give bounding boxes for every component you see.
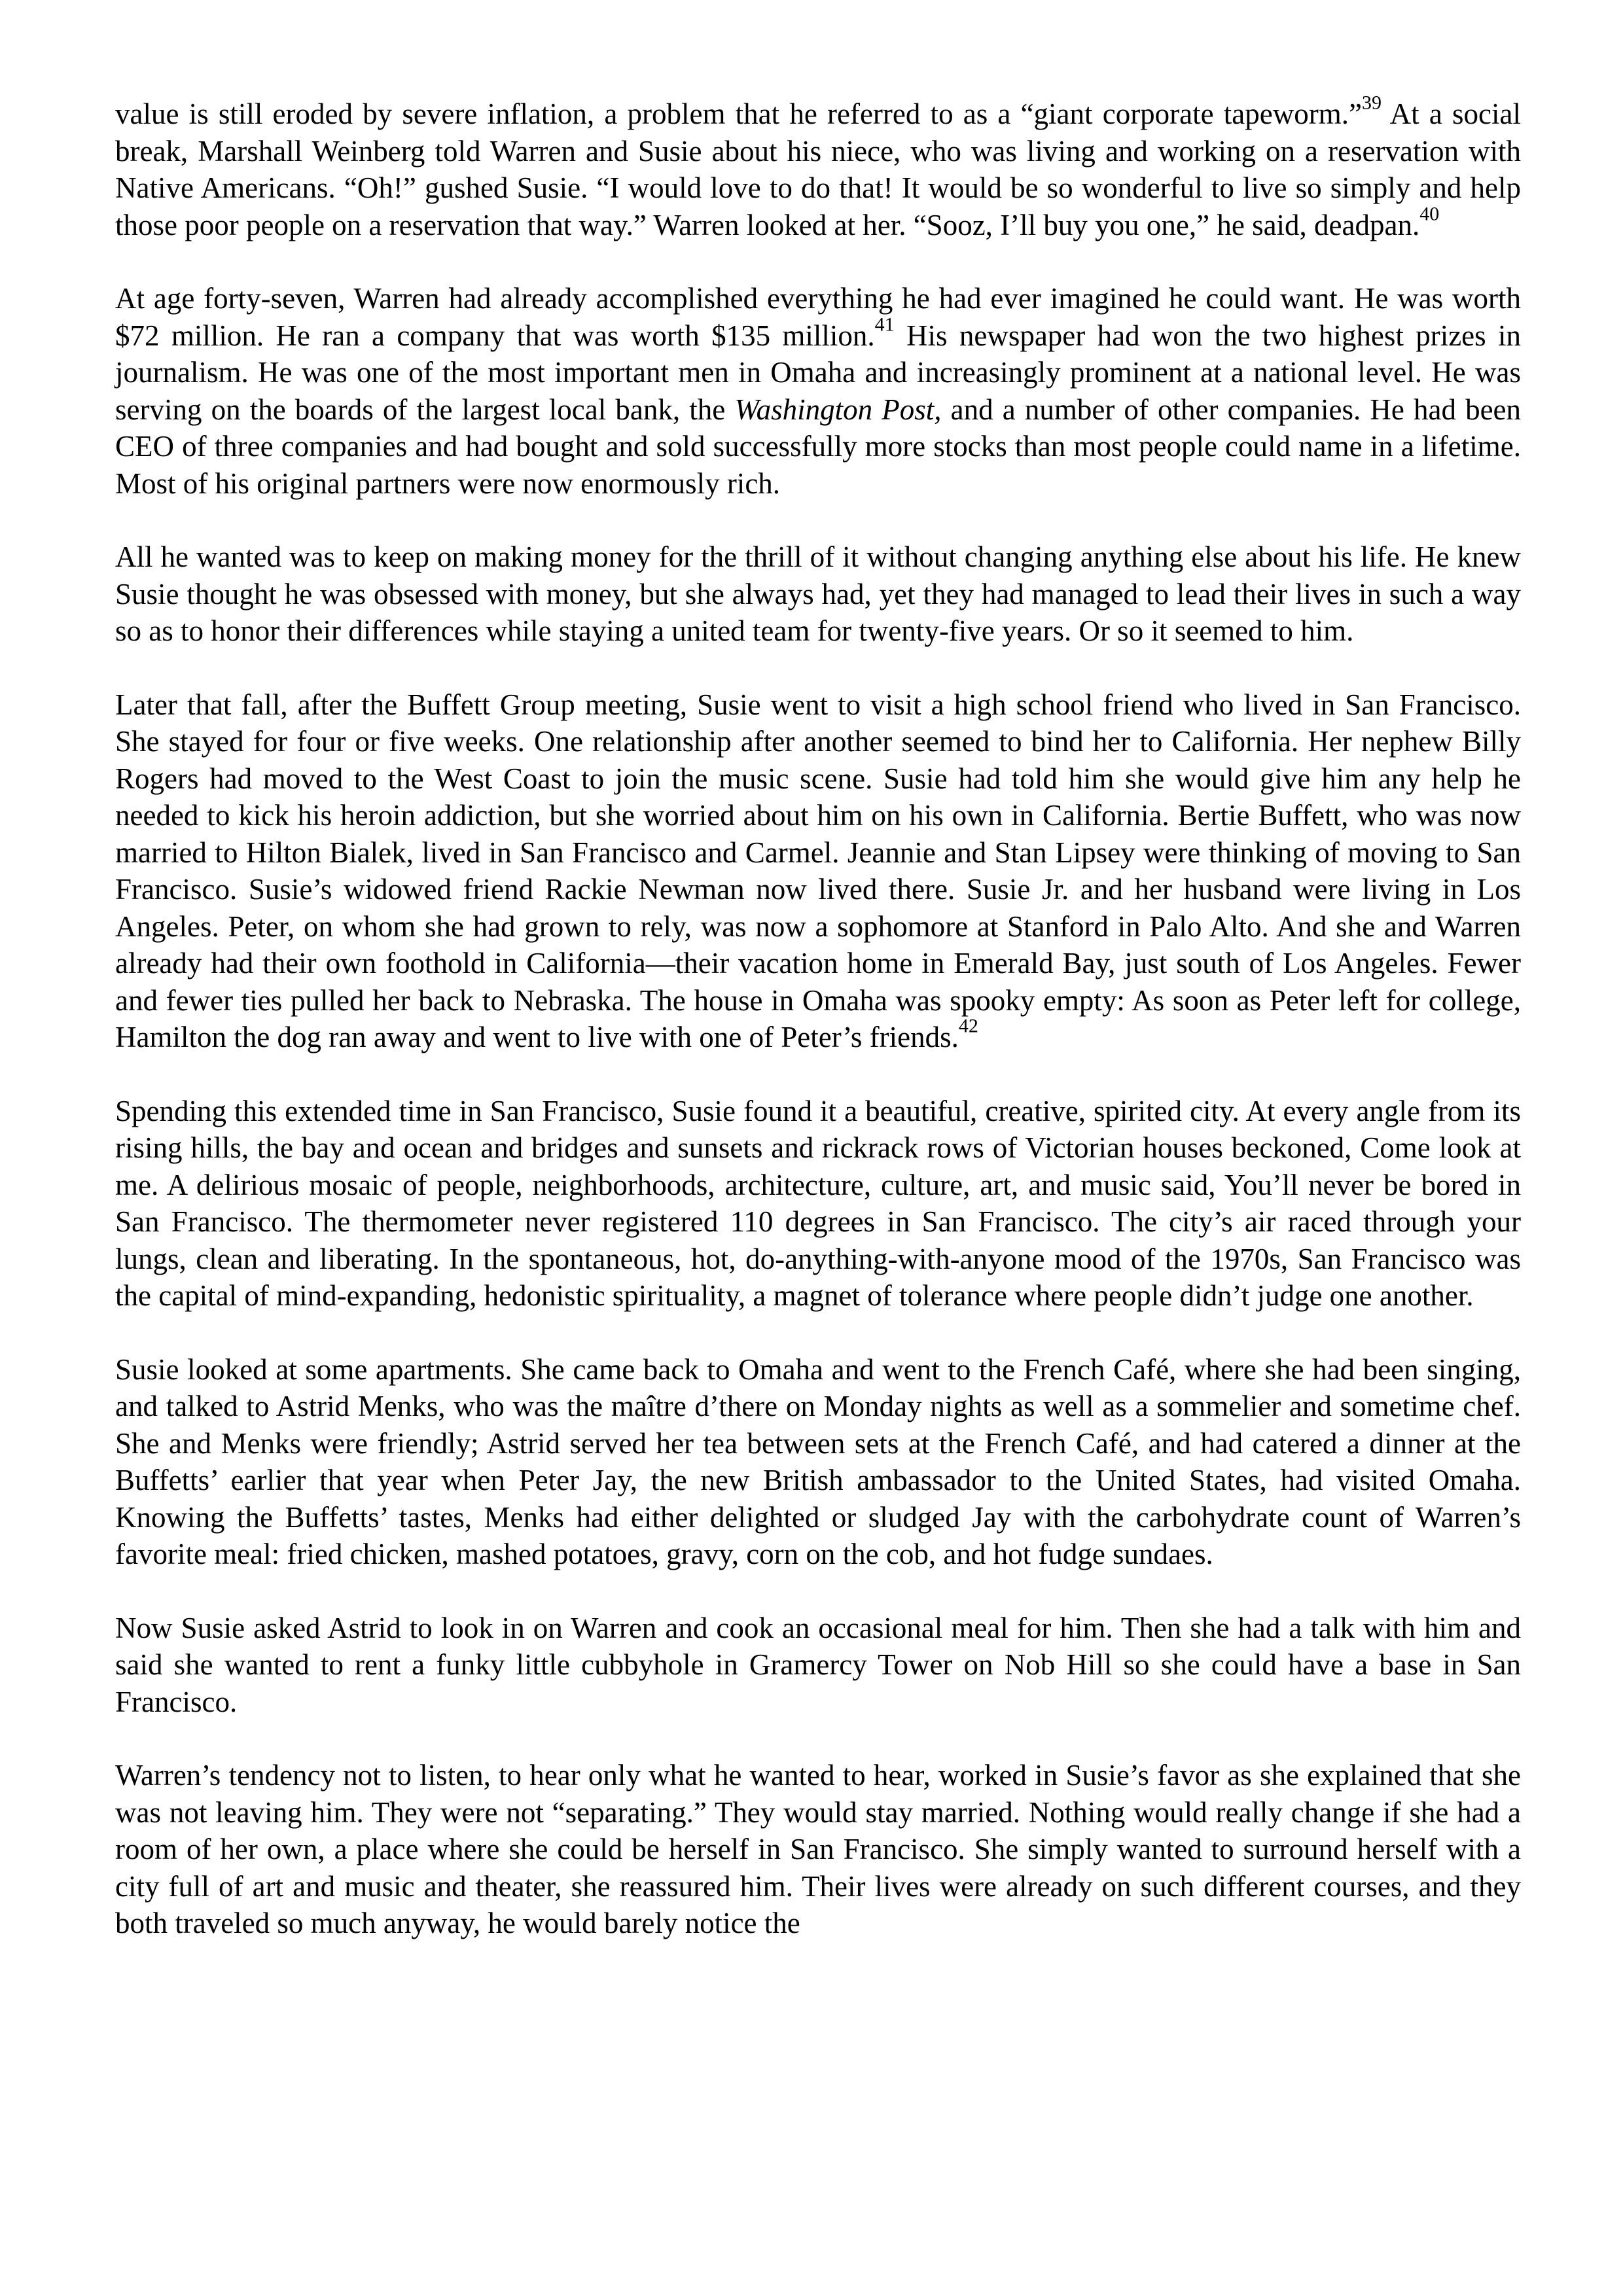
paragraph-text: At age forty-seven, Warren had already accomplished everything he had ever imagined he could want. He was worth $72 million. He ran a company that was worth $135 million. xyxy=(115,282,1521,352)
paragraph xyxy=(115,1757,1521,1942)
paragraph xyxy=(115,1351,1521,1573)
paragraph-text: At a social break, Marshall Weinberg told Warren and Susie about his niece, who was living and working on a reservation with Native Americans. “Oh!” gushed Susie. “I would love to do that! It would be so wonderful to live so simply and help those poor people on a reservation that way.” Warren looked at her. “Sooz, I’ll buy you one,” he said, deadpan. xyxy=(115,97,1521,241)
paragraph-text: Warren’s tendency not to listen, to hear only what he wanted to hear, worked in Susie’s favor as she explained that she was not leaving him. They were not “separating.” They would stay married. Nothing would really change if she had a room of her own, a place where she could be herself in San Francisco. She simply wanted to surround herself with a city full of art and music and theater, she reassured him. Their lives were already on such different courses, and they both traveled so much anyway, he would barely notice the xyxy=(115,1759,1521,1939)
paragraph xyxy=(115,539,1521,650)
paragraph xyxy=(115,280,1521,502)
paragraph xyxy=(115,686,1521,1056)
paragraph-text: and a number of other companies. He had been CEO of three companies and had bought and sold successfully more stocks than most people could name in a lifetime. Most of his original partners were now enormously rich. xyxy=(115,393,1522,500)
footnote-ref[interactable]: 41 xyxy=(874,313,895,335)
footnote-ref[interactable]: 42 xyxy=(958,1015,978,1037)
footnote-ref[interactable]: 40 xyxy=(1419,203,1440,224)
paragraph-text: Susie looked at some apartments. She came back to Omaha and went to the French Café, where she had been singing, and talked to Astrid Menks, who was the maître d’there on Monday nights as well as a sommelier and sometime chef. She and Menks were friendly; Astrid served her tea between sets at the French Café, and had catered a dinner at the Buffetts’ earlier that year when Peter Jay, the new British ambassador to the United States, had visited Omaha. Knowing the Buffetts’ tastes, Menks had either delighted or sludged Jay with the carbohydrate count of Warren’s favorite meal: fried chicken, mashed potatoes, gravy, corn on the cob, and hot fudge sundaes. xyxy=(115,1352,1521,1570)
document-page xyxy=(115,92,1522,1942)
paragraph-text: Now Susie asked Astrid to look in on Warren and cook an occasional meal for him. Then she had a talk with him and said she wanted to rent a funky little cubbyhole in Gramercy Tower on Nob Hill so she could have a base in San Francisco. xyxy=(115,1611,1521,1718)
publication-title: Washington Post, xyxy=(734,393,942,426)
paragraph-text: Spending this extended time in San Francisco, Susie found it a beautiful, creative, spirited city. At every angle from its rising hills, the bay and ocean and bridges and sunsets and rickrack rows of Victorian houses beckoned, Come look at me. A delirious mosaic of people, neighborhoods, architecture, culture, art, and music said, You’ll never be bored in San Francisco. The thermometer never registered 110 degrees in San Francisco. The city’s air raced through your lungs, clean and liberating. In the spontaneous, hot, do-anything-with-anyone mood of the 1970s, San Francisco was the capital of mind-expanding, hedonistic spirituality, a magnet of tolerance where people didn’t judge one another. xyxy=(115,1094,1521,1312)
footnote-ref[interactable]: 39 xyxy=(1361,92,1382,114)
paragraph-text: Later that fall, after the Buffett Group meeting, Susie went to visit a high school friend who lived in San Francisco. She stayed for four or five weeks. One relationship after another seemed to bind her to California. Her nephew Billy Rogers had moved to the West Coast to join the music scene. Susie had told him she would give him any help he needed to kick his heroin addiction, but she worried about him on his own in California. Bertie Buffett, who was now married to Hilton Bialek, lived in San Francisco and Carmel. Jeannie and Stan Lipsey were thinking of moving to San Francisco. Susie’s widowed friend Rackie Newman now lived there. Susie Jr. and her husband were living in Los Angeles. Peter, on whom she had grown to rely, was now a sophomore at Stanford in Palo Alto. And she and Warren already had their own foothold in California—their vacation home in Emerald Bay, just south of Los Angeles. Fewer and fewer ties pulled her back to Nebraska. The house in Omaha was spooky empty: As soon as Peter left for college, Hamilton the dog ran away and went to live with one of Peter’s friends. xyxy=(115,688,1521,1053)
paragraph-text: value is still eroded by severe inflation, a problem that he referred to as a “giant corporate tapeworm.” xyxy=(115,97,1362,130)
paragraph xyxy=(115,1093,1521,1315)
paragraph xyxy=(115,92,1521,243)
paragraph-text: His newspaper had won the two highest prizes in journalism. He was one of the most important men in Omaha and increasingly prominent at a national level. He was serving on the boards of the largest local bank, the xyxy=(115,319,1521,426)
paragraph-text: All he wanted was to keep on making money for the thrill of it without changing anything else about his life. He knew Susie thought he was obsessed with money, but she always had, yet they had managed to lead their lives in such a way so as to honor their differences while staying a united team for twenty-five years. Or so it seemed to him. xyxy=(115,540,1521,647)
paragraph xyxy=(115,1610,1521,1721)
